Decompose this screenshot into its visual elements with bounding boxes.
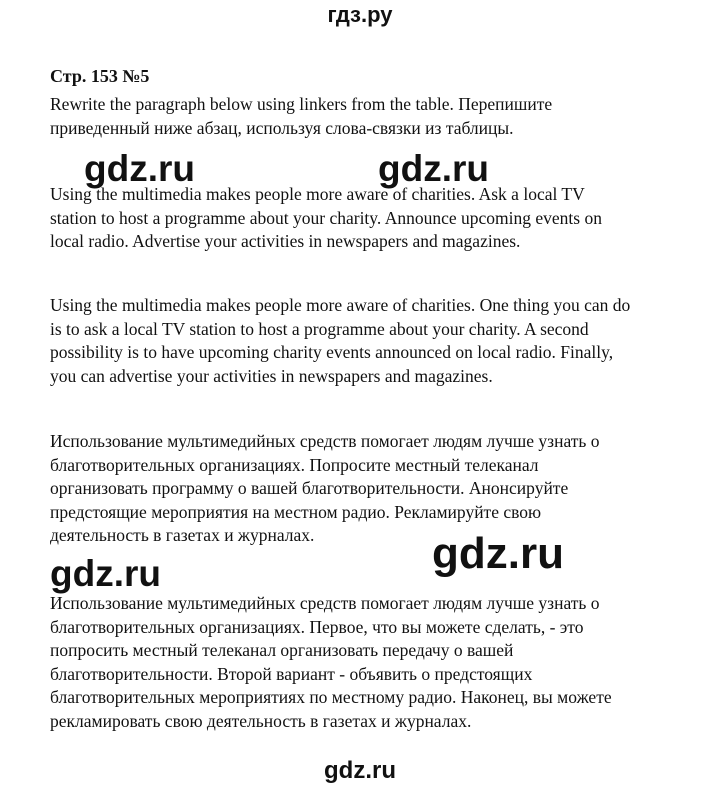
paragraph-line: предстоящие мероприятия на местном радио. Рекламируйте свою	[50, 501, 542, 522]
paragraph-line: Использование мультимедийных средств помогает людям лучше узнать о	[50, 593, 600, 613]
paragraph-line: you can advertise your activities in newspapers and magazines.	[50, 365, 493, 386]
paragraph-line: благотворительных организациях. Первое, что вы можете сделать, - это	[50, 616, 584, 637]
site-footer-title: gdz.ru	[324, 757, 396, 784]
paragraph-line: station to host a programme about your charity. Announce upcoming events on	[50, 207, 602, 228]
watermark: gdz.ru	[84, 148, 195, 189]
watermark: gdz.ru	[378, 148, 489, 189]
rewritten-paragraph-en	[50, 294, 700, 388]
watermark: gdz.ru	[50, 553, 161, 594]
paragraph-line: possibility is to have upcoming charity events announced on local radio. Finally,	[50, 342, 614, 362]
paragraph-line: Использование мультимедийных средств помогает людям лучше узнать о	[50, 431, 600, 451]
watermark: gdz.ru	[432, 529, 564, 578]
paragraph-line: благотворительных мероприятиях по местному радио. Наконец, вы можете	[50, 687, 612, 707]
rewritten-paragraph-ru	[50, 592, 700, 733]
task-line: Rewrite the paragraph below using linkers from the table. Перепишите	[50, 94, 553, 114]
paragraph-line: local radio. Advertise your activities in newspapers and magazines.	[50, 231, 521, 251]
paragraph-line: is to ask a local TV station to host a programme about your charity. A second	[50, 318, 589, 339]
paragraph-line: деятельность в газетах и журналах.	[50, 525, 315, 545]
paragraph-line: попросить местный телеканал организовать передачу о вашей	[50, 640, 514, 660]
original-paragraph-ru	[50, 430, 700, 548]
task-line: приведенный ниже абзац, используя слова-связки из таблицы.	[50, 117, 514, 138]
paragraph-line: организовать программу о вашей благотворительности. Анонсируйте	[50, 478, 569, 498]
original-paragraph-en	[50, 183, 700, 254]
page-heading: Стр. 153 №5	[50, 66, 150, 86]
paragraph-line: благотворительности. Второй вариант - объявить о предстоящих	[50, 663, 533, 684]
paragraph-line: Using the multimedia makes people more aware of charities. Ask a local TV	[50, 184, 585, 204]
task-instruction	[50, 93, 700, 140]
site-header-title: гдз.ру	[327, 2, 393, 27]
paragraph-line: Using the multimedia makes people more aware of charities. One thing you can do	[50, 295, 631, 315]
paragraph-line: благотворительных организациях. Попросите местный телеканал	[50, 454, 539, 475]
paragraph-line: рекламировать свою деятельность в газетах и журналах.	[50, 710, 472, 731]
